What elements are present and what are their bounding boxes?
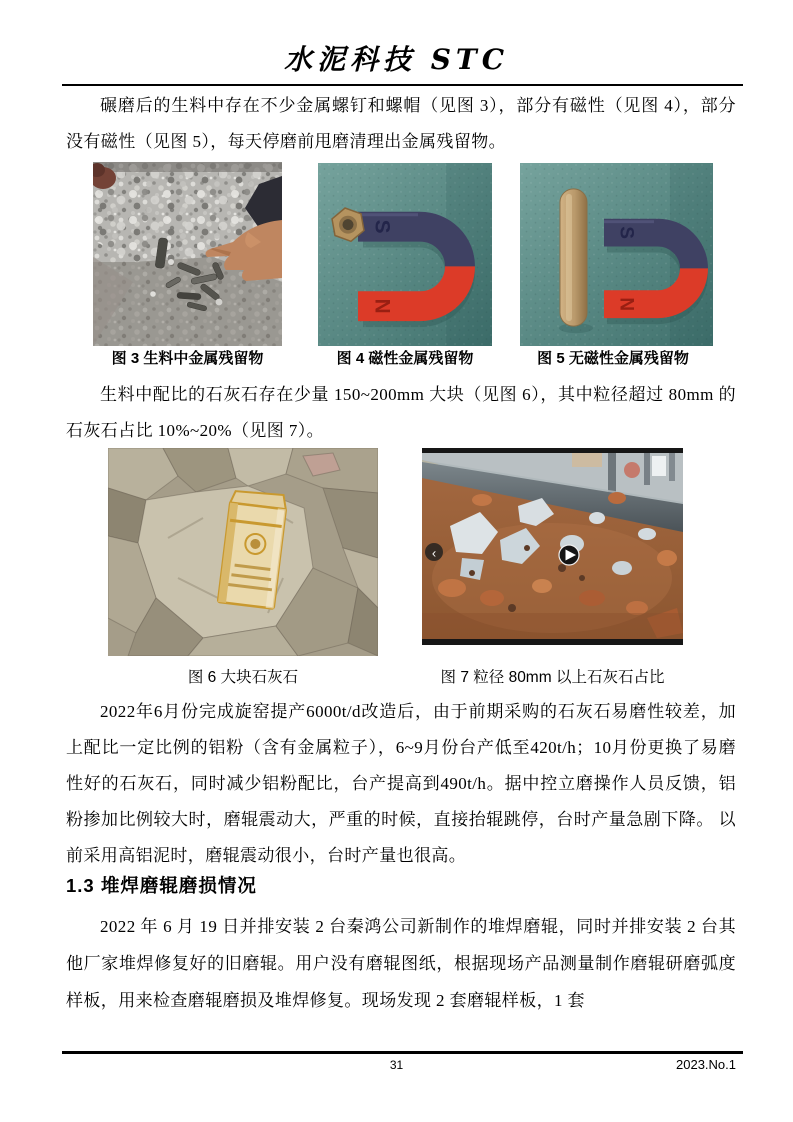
figure5-caption: 图 5 无磁性金属残留物 <box>537 350 689 367</box>
paragraph-metal-residue: 碾磨后的生料中存在不少金属螺钉和螺帽（见图 3），部分有磁性（见图 4），部分没有磁性（见图 5），每天停磨前甩磨清理出金属残留物。 <box>66 96 736 151</box>
brass-rod-shape <box>560 189 587 326</box>
paragraph-roller-installation: 2022 年 6 月 19 日并排安装 2 台秦鸿公司新制作的堆焊磨辊，同时并排安装 2 台其他厂家堆焊修复好的旧磨辊。用户没有磨辊图纸，根据现场产品测量制作磨辊研磨弧度样板，用来检查磨辊磨损及堆焊修复。现场发现 2 套磨辊样板，1 套 <box>66 917 736 1010</box>
magnet-south-label: S <box>615 226 637 239</box>
svg-text:‹: ‹ <box>431 545 437 561</box>
magnet-south-label: S <box>370 219 394 234</box>
page-number: 31 <box>389 1058 404 1072</box>
red-disc-shape <box>624 462 640 478</box>
figure6-caption: 图 6 大块石灰石 <box>187 669 299 686</box>
photo-magnetic-residue <box>318 163 492 346</box>
issue-number: 2023.No.1 <box>676 1057 736 1072</box>
photo-large-limestone <box>108 448 378 656</box>
photo-raw-meal-metal-residue <box>93 162 282 346</box>
figure4-caption: 图 4 磁性金属残留物 <box>336 350 474 367</box>
paragraph-kiln-upgrade: 2022年6月份完成旋窑提产6000t/d改造后，由于前期采购的石灰石易磨性较差，加上配比一定比例的铝粉（含有金属粒子），6~9月份台产低至420t/h；10月份更换了易磨性好的石灰石，同时减少铝粉配比，台产提高到490t/h。据中控立磨操作人员反馈，铝粉掺加比例较大时，磨辊震动大，严重的时候，直接抬辊跳停，台时产量急剧下降。 以前采用高铝泥时，磨辊震动很小，台时产量也很高。 <box>66 702 736 865</box>
photo-nonmagnetic-residue <box>520 163 713 346</box>
prev-icon[interactable] <box>425 543 443 561</box>
photo-limestone-proportion-video <box>422 448 683 645</box>
section-heading-1-3: 1.3 堆焊磨辊磨损情况 <box>66 875 257 896</box>
page-title: 水泥科技 STC <box>283 43 510 76</box>
magnet-north-label: N <box>370 298 394 314</box>
header-rule <box>62 84 743 86</box>
play-icon[interactable] <box>559 545 579 565</box>
magnet-north-label: N <box>615 297 637 312</box>
footer-rule <box>62 1051 743 1054</box>
paragraph-limestone-size: 生料中配比的石灰石存在少量 150~200mm 大块（见图 6），其中粒径超过 80mm 的石灰石占比 10%~20%（见图 7）。 <box>66 385 736 440</box>
figure3-caption: 图 3 生料中金属残留物 <box>111 350 264 367</box>
figure7-caption: 图 7 粒径 80mm 以上石灰石占比 <box>440 669 665 686</box>
